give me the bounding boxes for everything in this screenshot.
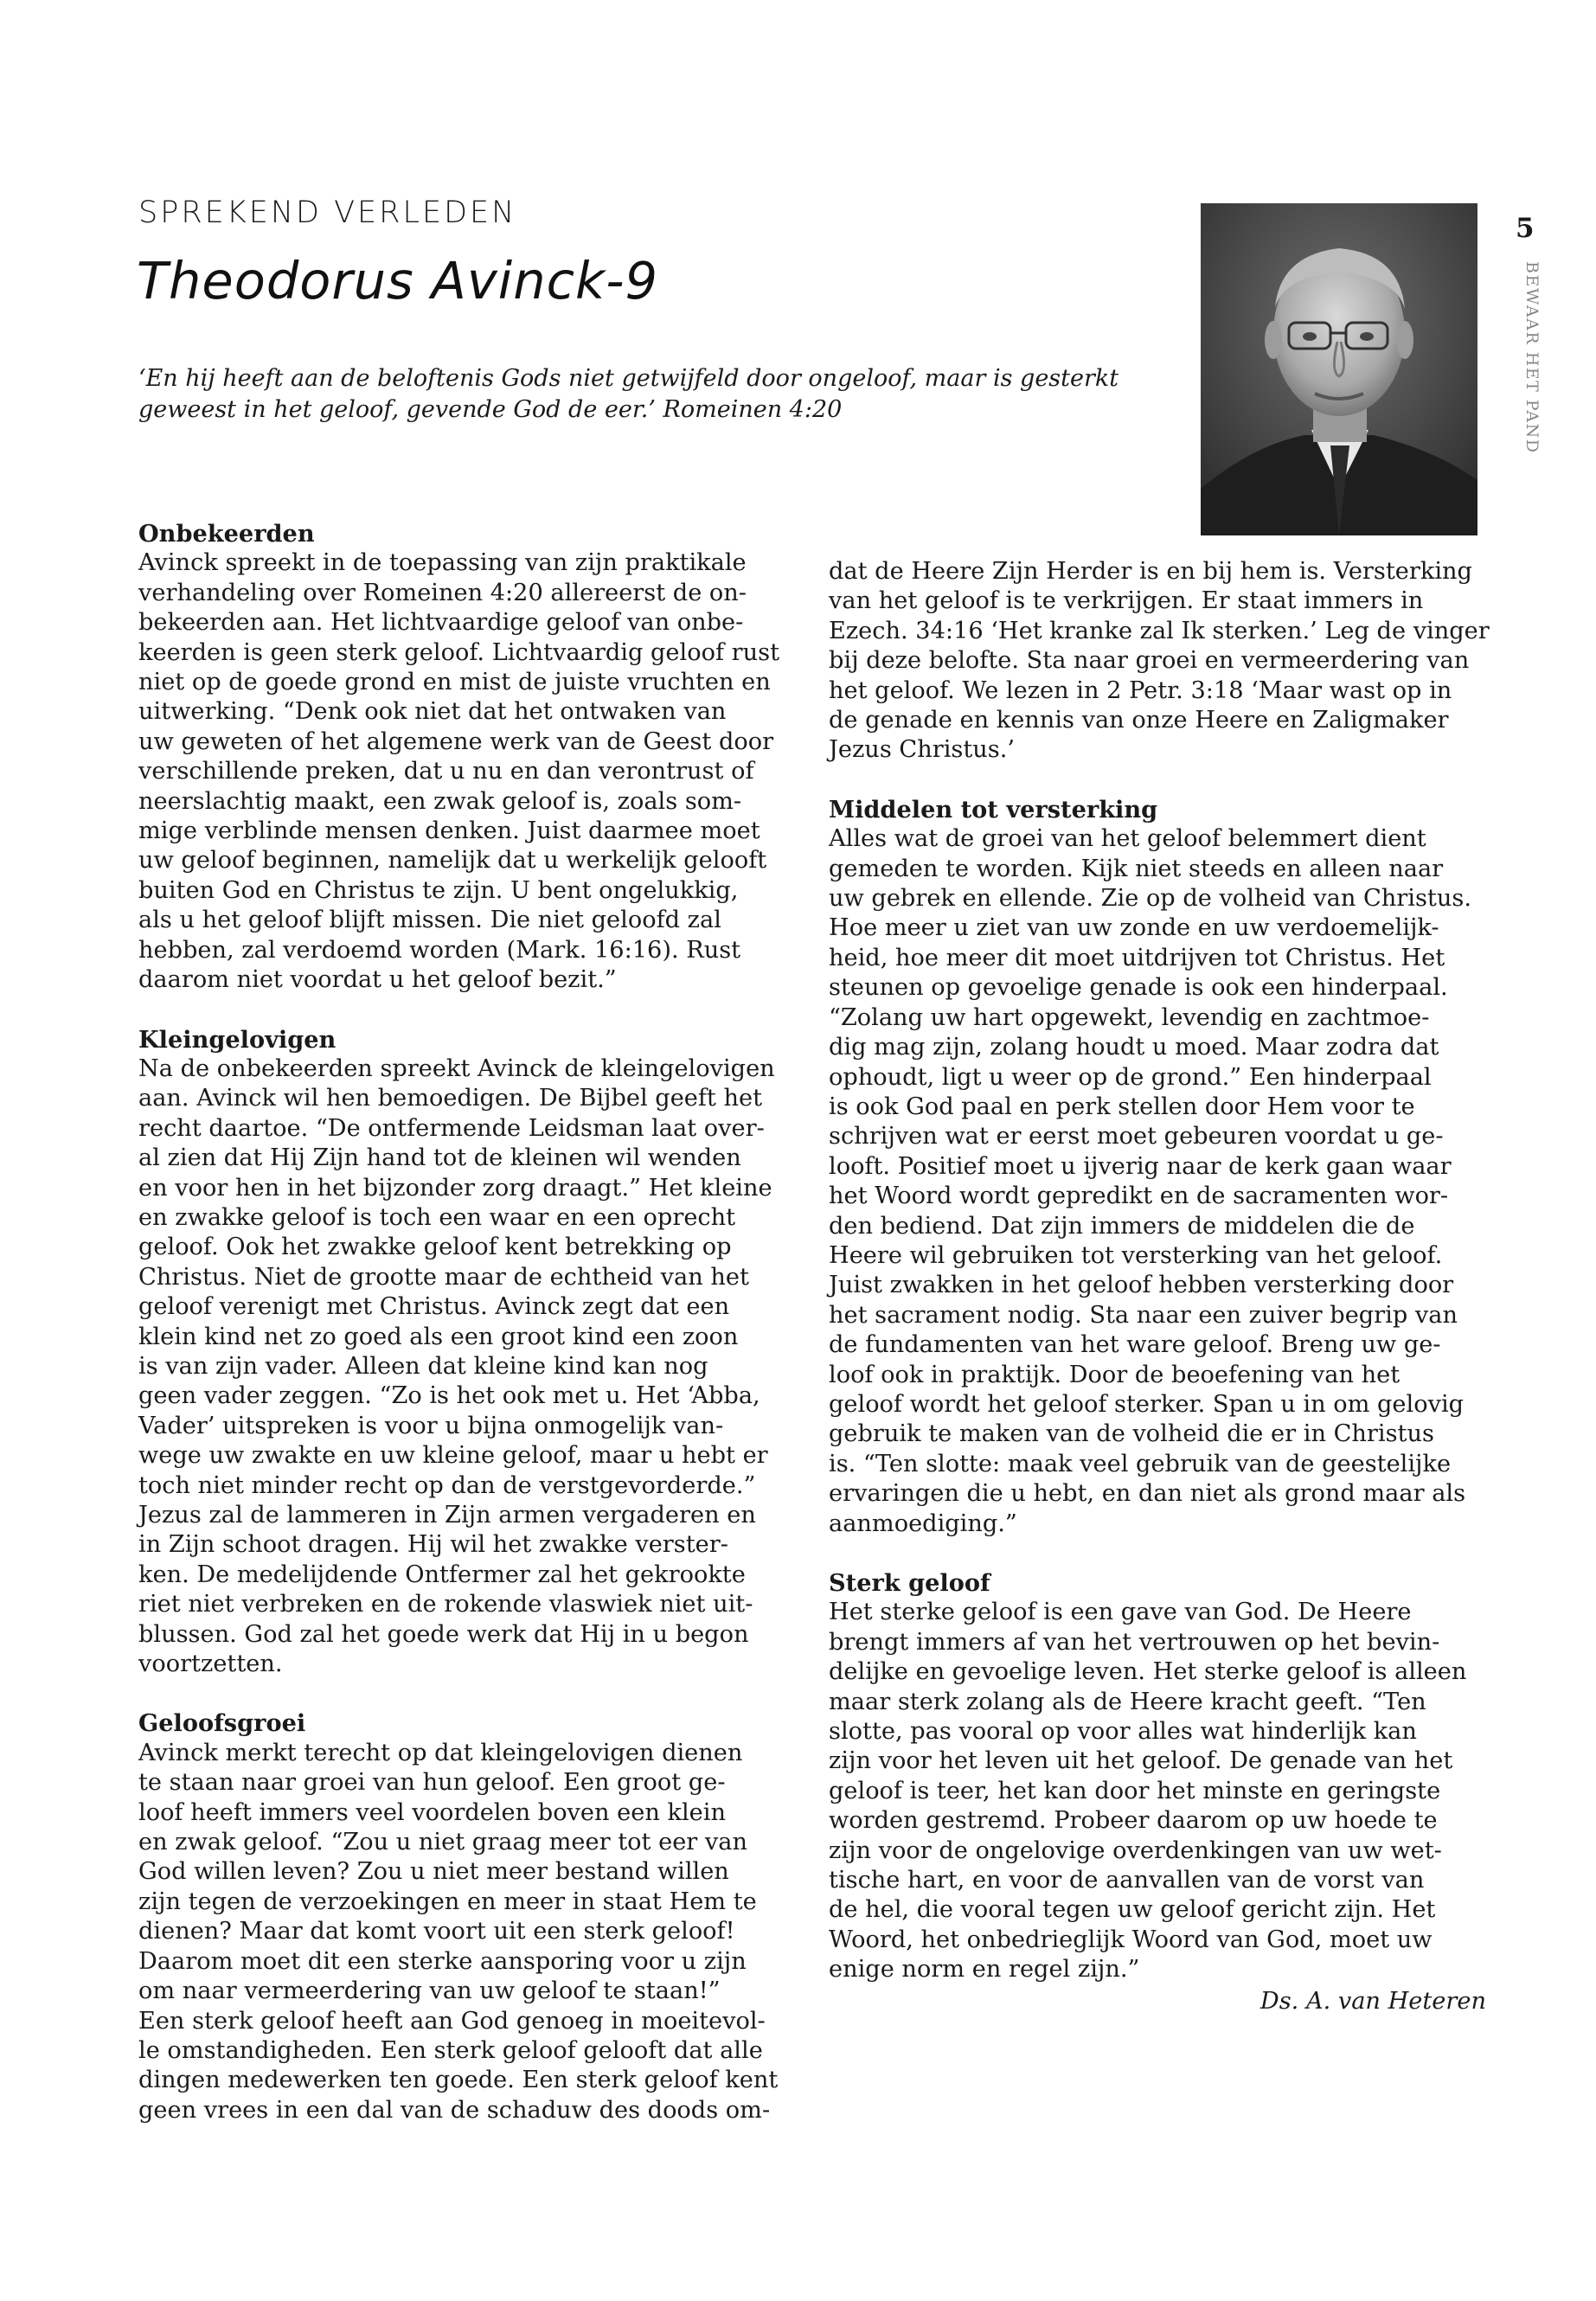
- text-line: loof heeft immers veel voordelen boven een klein: [138, 1798, 726, 1826]
- text-line: Hoe meer u ziet van uw zonde en uw verdoemelijk-: [829, 914, 1439, 942]
- text-line: Jezus zal de lammeren in Zijn armen vergaderen en: [138, 1502, 756, 1529]
- text-line: blussen. God zal het goede werk dat Hij in u begon: [138, 1620, 749, 1648]
- text-line: en zwak geloof. “Zou u niet graag meer tot eer van: [138, 1829, 748, 1856]
- text-line: dat de Heere Zijn Herder is en bij hem is. Versterking: [829, 558, 1472, 585]
- section-heading: Kleingelovigen: [138, 1025, 337, 1054]
- text-line: uw geloof beginnen, namelijk dat u werkelijk gelooft: [138, 847, 767, 875]
- text-line: is van zijn vader. Alleen dat kleine kind kan nog: [138, 1352, 708, 1380]
- text-line: aan. Avinck wil hen bemoedigen. De Bijbel geeft het: [138, 1085, 763, 1112]
- text-line: als u het geloof blijft missen. Die niet geloofd zal: [138, 907, 721, 934]
- text-line: Heere wil gebruiken tot versterking van het geloof.: [829, 1241, 1443, 1269]
- text-line: geloof is teer, het kan door het minste en geringste: [829, 1777, 1441, 1804]
- section-heading: Onbekeerden: [138, 520, 315, 548]
- text-line: bekeerden aan. Het lichtvaardige geloof van onbe-: [138, 609, 744, 637]
- text-line: zijn voor het leven uit het geloof. De genade van het: [829, 1747, 1453, 1775]
- section-continuation: [829, 557, 1490, 766]
- text-line: Avinck spreekt in de toepassing van zijn praktikale: [138, 549, 747, 577]
- text-line: dienen? Maar dat komt voort uit een sterk geloof!: [138, 1918, 735, 1945]
- section-heading: Sterk geloof: [829, 1569, 990, 1597]
- text-line: den bediend. Dat zijn immers de middelen die de: [829, 1212, 1415, 1240]
- text-line: is. “Ten slotte: maak veel gebruik van de geestelijke: [829, 1450, 1452, 1477]
- text-line: brengt immers af van het vertrouwen op het bevin-: [829, 1628, 1440, 1656]
- text-line: voortzetten.: [138, 1650, 283, 1678]
- text-line: zijn voor de ongelovige overdenkingen van uw wet-: [829, 1836, 1442, 1864]
- bible-quote: ‘En hij heeft aan de beloftenis Gods niet getwijfeld door ongeloof, maar is gesterkt geweest in het geloof, gevende God de eer.’ Romeinen 4:20: [138, 365, 1119, 423]
- section-body: [138, 1739, 792, 2125]
- text-line: de hel, die vooral tegen uw geloof gericht zijn. Het: [829, 1896, 1436, 1924]
- text-line: ken. De medelijdende Ontfermer zal het gekrookte: [138, 1561, 746, 1588]
- text-line: en zwakke geloof is toch een waar en een oprecht: [138, 1203, 736, 1231]
- section-body: [138, 548, 792, 995]
- text-line: wege uw zwakte en uw kleine geloof, maar u hebt er: [138, 1442, 768, 1470]
- text-line: geloof. Ook het zwakke geloof kent betrekking op: [138, 1234, 732, 1261]
- text-line: het geloof. We lezen in 2 Petr. 3:18 ‘Maar wast op in: [829, 676, 1452, 704]
- text-line: le omstandigheden. Een sterk geloof gelooft dat alle: [138, 2036, 763, 2064]
- text-line: keerden is geen sterk geloof. Lichtvaardig geloof rust: [138, 638, 780, 666]
- text-line: Een sterk geloof heeft aan God genoeg in moeitevol-: [138, 2007, 766, 2035]
- text-line: om naar vermeerdering van uw geloof te staan!”: [138, 1977, 721, 2005]
- text-line: verschillende preken, dat u nu en dan verontrust of: [138, 758, 754, 785]
- text-line: geloof wordt het geloof sterker. Span u in om gelovig: [829, 1390, 1465, 1418]
- text-line: loof ook in praktijk. Door de beoefening van het: [829, 1361, 1401, 1388]
- text-line: van het geloof is te verkrijgen. Er staat immers in: [829, 587, 1424, 615]
- text-line: niet op de goede grond en mist de juiste vruchten en: [138, 669, 771, 696]
- section-onbekeerden: [138, 519, 792, 996]
- text-line: hebben, zal verdoemd worden (Mark. 16:16). Rust: [138, 936, 741, 964]
- text-line: worden gestremd. Probeer daarom op uw hoede te: [829, 1807, 1438, 1835]
- text-line: het sacrament nodig. Sta naar een zuiver begrip van: [829, 1301, 1458, 1329]
- text-line: recht daartoe. “De ontfermende Leidsman laat over-: [138, 1114, 765, 1142]
- text-line: en voor hen in het bijzonder zorg draagt.” Het kleine: [138, 1174, 772, 1202]
- text-line: ophoudt, ligt u weer op de grond.” Een hinderpaal: [829, 1063, 1432, 1091]
- section-sterk-geloof: [829, 1568, 1486, 1985]
- text-line: uitwerking. “Denk ook niet dat het ontwaken van: [138, 698, 727, 726]
- text-line: klein kind net zo goed als een groot kind een zoon: [138, 1323, 739, 1350]
- text-line: uw geweten of het algemene werk van de Geest door: [138, 727, 774, 755]
- text-line: ervaringen die u hebt, en dan niet als grond maar als: [829, 1480, 1466, 1508]
- text-line: buiten God en Christus te zijn. U bent ongelukkig,: [138, 876, 739, 904]
- text-line: tische hart, en voor de aanvallen van de vorst van: [829, 1867, 1425, 1894]
- text-line: de genade en kennis van onze Heere en Zaligmaker: [829, 707, 1449, 734]
- text-line: Na de onbekeerden spreekt Avinck de kleingelovigen: [138, 1054, 775, 1082]
- text-line: “Zolang uw hart opgewekt, levendig en zachtmoe-: [829, 1003, 1430, 1031]
- text-line: neerslachtig maakt, een zwak geloof is, zoals som-: [138, 787, 742, 815]
- text-line: Christus. Niet de grootte maar de echtheid van het: [138, 1263, 749, 1291]
- text-line: gemeden te worden. Kijk niet steeds en alleen naar: [829, 855, 1444, 882]
- text-line: slotte, pas vooral op voor alles wat hinderlijk kan: [829, 1718, 1417, 1746]
- section-body: [829, 824, 1486, 1539]
- section-body: [138, 1054, 792, 1680]
- section-heading: Geloofsgroei: [138, 1709, 306, 1738]
- text-line: zijn tegen de verzoekingen en meer in staat Hem te: [138, 1888, 757, 1915]
- text-line: is ook God paal en perk stellen door Hem voor te: [829, 1093, 1415, 1120]
- author-portrait: [1201, 203, 1477, 535]
- text-line: looft. Positief moet u ijverig naar de kerk gaan waar: [829, 1152, 1452, 1180]
- text-line: Daarom moet dit een sterke aansporing voor u zijn: [138, 1947, 747, 1975]
- text-line: enige norm en regel zijn.”: [829, 1956, 1140, 1984]
- text-line: maar sterk zolang als de Heere kracht geeft. “Ten: [829, 1688, 1426, 1715]
- section-middelen-tot-versterking: [829, 795, 1486, 1539]
- text-line: te staan naar groei van hun geloof. Een groot ge-: [138, 1769, 726, 1797]
- section-body: [829, 1598, 1486, 1984]
- text-line: Jezus Christus.’: [829, 736, 1016, 764]
- text-line: gebruik te maken van de volheid die er in Christus: [829, 1420, 1434, 1448]
- right-column: [829, 557, 1490, 2016]
- page-number: 5: [1516, 213, 1535, 244]
- text-line: steunen op gevoelige genade is ook een hinderpaal.: [829, 974, 1448, 1002]
- section-geloofsgroei: [138, 1708, 792, 2125]
- text-line: God willen leven? Zou u niet meer bestand willen: [138, 1858, 729, 1886]
- text-line: dingen medewerken ten goede. Een sterk geloof kent: [138, 2067, 779, 2094]
- section-body: [829, 557, 1490, 766]
- section-kicker: SPREKEND VERLEDEN: [138, 195, 517, 230]
- text-line: Het sterke geloof is een gave van God. De Heere: [829, 1599, 1412, 1626]
- text-line: al zien dat Hij Zijn hand tot de kleinen wil wenden: [138, 1144, 741, 1172]
- text-line: Vader’ uitspreken is voor u bijna onmogelijk van-: [138, 1412, 724, 1439]
- running-head: BEWAAR HET PAND: [1522, 261, 1542, 454]
- text-line: bij deze belofte. Sta naar groei en vermeerdering van: [829, 647, 1470, 675]
- text-line: mige verblinde mensen denken. Juist daarmee moet: [138, 817, 760, 845]
- text-line: het Woord wordt gepredikt en de sacramenten wor-: [829, 1183, 1449, 1210]
- text-line: dig mag zijn, zolang houdt u moed. Maar zodra dat: [829, 1034, 1439, 1061]
- text-line: riet niet verbreken en de rokende vlaswiek niet uit-: [138, 1591, 753, 1618]
- text-line: schrijven wat er eerst moet gebeuren voordat u ge-: [829, 1123, 1444, 1150]
- left-column: [138, 519, 792, 2155]
- author-signature: Ds. A. van Heteren: [1259, 1987, 1486, 2015]
- text-line: Woord, het onbedrieglijk Woord van God, moet uw: [829, 1926, 1433, 1953]
- text-line: verhandeling over Romeinen 4:20 allereerst de on-: [138, 579, 747, 606]
- text-line: geen vader zeggen. “Zo is het ook met u. Het ‘Abba,: [138, 1382, 760, 1410]
- text-line: Ezech. 34:16 ‘Het kranke zal Ik sterken.’ Leg de vinger: [829, 617, 1490, 644]
- text-line: geloof verenigt met Christus. Avinck zegt dat een: [138, 1293, 730, 1321]
- text-line: Juist zwakken in het geloof hebben versterking door: [829, 1272, 1454, 1299]
- text-line: de fundamenten van het ware geloof. Breng uw ge-: [829, 1331, 1441, 1359]
- text-line: heid, hoe meer dit moet uitdrijven tot Christus. Het: [829, 944, 1445, 971]
- article-title: Theodorus Avinck-9: [137, 251, 659, 311]
- text-line: geen vrees in een dal van de schaduw des doods om-: [138, 2096, 771, 2124]
- text-line: in Zijn schoot dragen. Hij wil het zwakke verster-: [138, 1531, 728, 1559]
- text-line: Alles wat de groei van het geloof belemmert dient: [829, 825, 1426, 853]
- text-line: Avinck merkt terecht op dat kleingelovigen dienen: [138, 1739, 743, 1766]
- text-line: toch niet minder recht op dan de verstgevorderde.”: [138, 1471, 756, 1499]
- text-line: delijke en gevoelige leven. Het sterke geloof is alleen: [829, 1658, 1467, 1686]
- text-line: aanmoediging.”: [829, 1509, 1017, 1537]
- text-line: daarom niet voordat u het geloof bezit.”: [138, 966, 617, 994]
- text-line: uw gebrek en ellende. Zie op de volheid van Christus.: [829, 885, 1471, 913]
- section-kleingelovigen: [138, 1025, 792, 1680]
- section-heading: Middelen tot versterking: [829, 795, 1158, 824]
